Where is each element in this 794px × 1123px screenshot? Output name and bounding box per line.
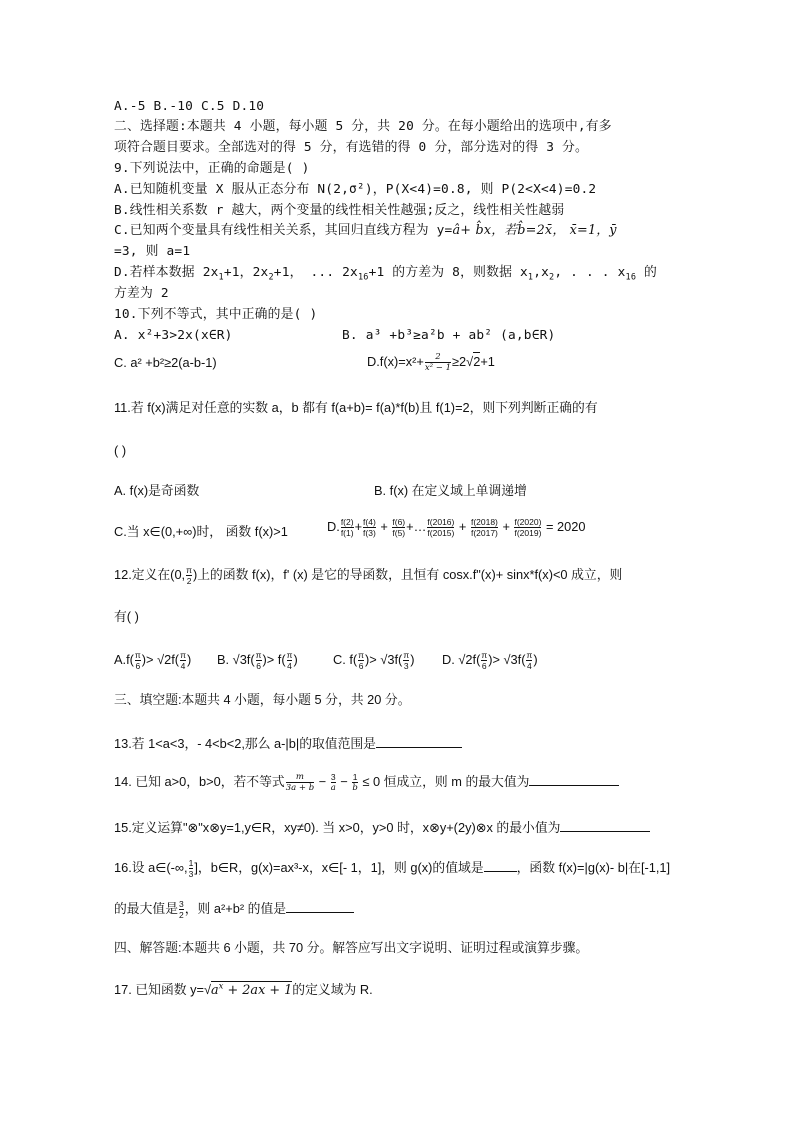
q10-option-d: D.f(x)=x²+ $\frac{2}{\text{x² − 1}}$ ≥2√2+1 bbox=[367, 352, 495, 373]
q11-paren: ( ) bbox=[114, 443, 127, 458]
q12-option-a: A.f( $\frac{\pi}{6}$ )> √2f( $\frac{\pi}{4}$ ) bbox=[114, 650, 192, 671]
section-3-heading: 三、填空题:本题共 4 小题，每小题 5 分，共 20 分。 bbox=[114, 692, 411, 707]
q12-paren: 有( ) bbox=[114, 609, 139, 624]
q17: 17. 已知函数 $y=√a^x + 2ax + 1$的定义域为 R. bbox=[114, 981, 373, 998]
q9-option-d: D.若样本数据 $2x_1+1$，$2x_2+1$， ... $2x_{16}+1$ 的方差为 8，则数据 $x_1,x_2$, . . . $x_{16}$ 的 bbox=[114, 265, 658, 283]
q11-option-c: C.当 x∈(0,+∞)时， 函数 f(x)>1 bbox=[114, 524, 288, 539]
q12-option-c: C. f( $\frac{\pi}{6}$ )> √3f( $\frac{\pi}{3}$ ) bbox=[333, 650, 415, 671]
q9-option-c-cont: =3, 则 a=1 bbox=[114, 244, 191, 259]
q10-option-c: C. a² +b²≥2(a-b-1) bbox=[114, 355, 217, 370]
q10-stem: 10.下列不等式，其中正确的是( ) bbox=[114, 307, 318, 322]
q16-cont: 的最大值是 $\frac{3}{2}$ ，则 a²+b² 的值是 bbox=[114, 900, 354, 919]
q15: 15.定义运算"⊗"x⊗y=1,y∈R，xy≠0). 当 x>0，y>0 时，x⊗y+(2y)⊗x 的最小值为 bbox=[114, 819, 650, 835]
q9-option-a: A.已知随机变量 X 服从正态分布 N(2,σ²)，P(X<4)=0.8, 则 P(2<X<4)=0.2 bbox=[114, 182, 597, 197]
q12-stem: 12.定义在(0, $\frac{\pi}{2}$ )上的函数 f(x)，f' (x) 是它的导函数，且恒有 cosx.f"(x)+ sinx*f(x)<0 成立，则 bbox=[114, 565, 623, 586]
q16: 16.设 a∈(-∞, $\frac{1}{3}$ ]，b∈R，g(x)=ax³-x，x∈[- 1，1]，则 g(x)的值域是 ，函数 f(x)=|g(x)- b|在[-1,1] bbox=[114, 858, 671, 879]
q12-option-b: B. √3f( $\frac{\pi}{6}$ )> f( $\frac{\pi}{4}$ ) bbox=[217, 650, 298, 671]
q14: 14. 已知 a>0，b>0，若不等式 $\frac{m}{3a + b}$ − $\frac{3}{a}$ − $\frac{1}{b}$ ≤ 0 恒成立，则 m 的最大值为 bbox=[114, 773, 619, 792]
q11-option-a: A. f(x)是奇函数 bbox=[114, 483, 200, 498]
q9-option-d-cont: 方差为 2 bbox=[114, 286, 169, 301]
q11-option-d: D. $\frac{f(2)}{f(1)}$ + $\frac{f(4)}{f(3)}$ + $\frac{f(6)}{f(5)}$ +… $\frac{f(2016)}{f(2015)}$ + $\frac{f(2018)}{f(2017)}$ + $\frac{f(2020)}{f(2019)}$ = 2020 bbox=[327, 517, 586, 538]
q11-option-b: B. f(x) 在定义域上单调递增 bbox=[374, 483, 527, 498]
q10-option-b: B. a³ +b³≥a²b + ab² (a,b∈R) bbox=[342, 328, 556, 343]
q9-stem: 9.下列说法中，正确的命题是( ) bbox=[114, 161, 310, 176]
q10-option-a: A. x²+3>2x(x∈R) bbox=[114, 328, 233, 343]
section-4-heading: 四、解答题:本题共 6 小题，共 70 分。解答应写出文字说明、证明过程或演算步骤。 bbox=[114, 940, 589, 955]
q12-option-d: D. √2f( $\frac{\pi}{6}$ )> √3f( $\frac{\pi}{4}$ ) bbox=[442, 650, 538, 671]
q9-option-c: C.已知两个变量具有线性相关关系，其回归直线方程为 y=â+ b̂x，若b̂=2x̄， x̄=1，ȳ bbox=[114, 223, 617, 238]
q13: 13.若 1<a<3，- 4<b<2,那么 a-|b|的取值范围是 bbox=[114, 735, 462, 751]
q11-stem: 11.若 f(x)满足对任意的实数 a，b 都有 f(a+b)= f(a)*f(b)且 f(1)=2，则下列判断正确的有 bbox=[114, 400, 598, 415]
q9-option-b: B.线性相关系数 r 越大，两个变量的线性相关性越强;反之，线性相关性越弱 bbox=[114, 203, 565, 218]
q8-options: A.-5 B.-10 C.5 D.10 bbox=[114, 99, 265, 114]
section-2-heading-cont: 项符合题目要求。全部选对的得 5 分，有选错的得 0 分，部分选对的得 3 分。 bbox=[114, 140, 589, 155]
section-2-heading: 二、选择题:本题共 4 小题，每小题 5 分，共 20 分。在每小题给出的选项中,有多 bbox=[114, 119, 612, 134]
